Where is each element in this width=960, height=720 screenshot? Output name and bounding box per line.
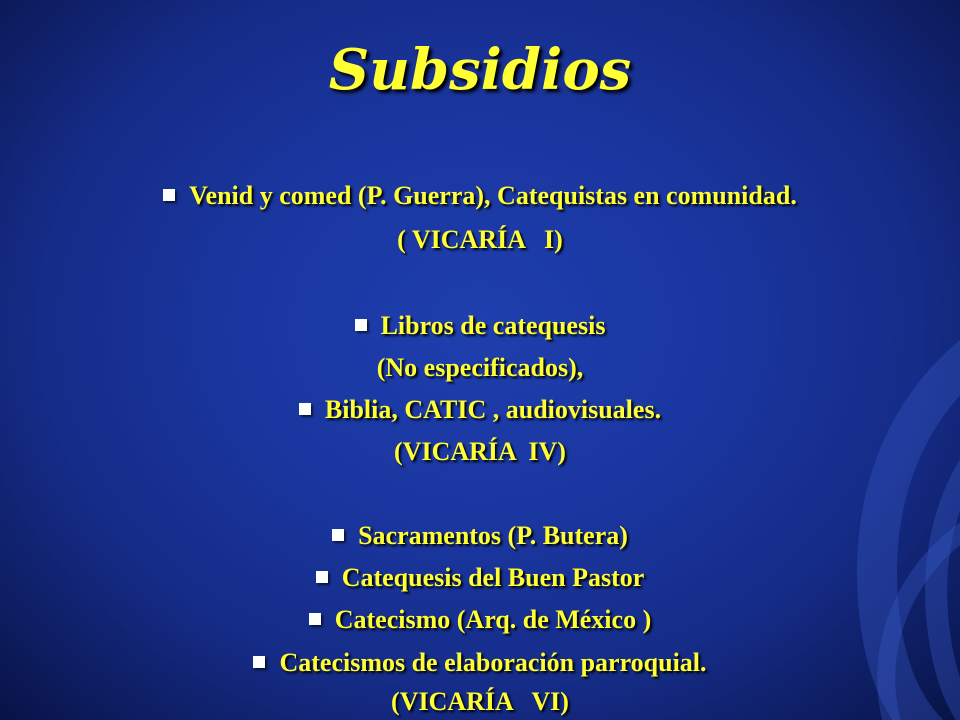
list-item-text: Catecismo (Arq. de México ) [334, 605, 652, 634]
slide-title: Subsidios [328, 37, 632, 103]
list-item-text: (No especificados), [376, 353, 584, 382]
list-item-text: Sacramentos (P. Butera) [358, 521, 628, 550]
list-item [0, 518, 960, 554]
list-item [0, 222, 960, 258]
list-item [0, 392, 960, 428]
list-item [0, 178, 960, 214]
list-item-text: (VICARÍA VI) [391, 687, 569, 716]
list-item [0, 308, 960, 344]
square-bullet-icon [163, 189, 175, 201]
list-item [0, 434, 960, 470]
square-bullet-icon [332, 529, 344, 541]
list-item [0, 350, 960, 386]
list-item-text: Catecismos de elaboración parroquial. [279, 648, 707, 677]
list-item-text: Venid y comed (P. Guerra), Catequistas en comunidad. [189, 181, 797, 210]
square-bullet-icon [316, 571, 328, 583]
list-item [0, 645, 960, 681]
list-item [0, 684, 960, 720]
square-bullet-icon [253, 656, 265, 668]
square-bullet-icon [309, 613, 321, 625]
square-bullet-icon [299, 403, 311, 415]
list-item-text: Libros de catequesis [380, 311, 606, 340]
list-item [0, 560, 960, 596]
list-item-text: Biblia, CATIC , audiovisuales. [324, 395, 662, 424]
list-item [0, 602, 960, 638]
list-item-text: (VICARÍA IV) [394, 437, 566, 466]
list-item-text: ( VICARÍA I) [397, 225, 563, 254]
list-item-text: Catequesis del Buen Pastor [341, 563, 645, 592]
square-bullet-icon [355, 319, 367, 331]
